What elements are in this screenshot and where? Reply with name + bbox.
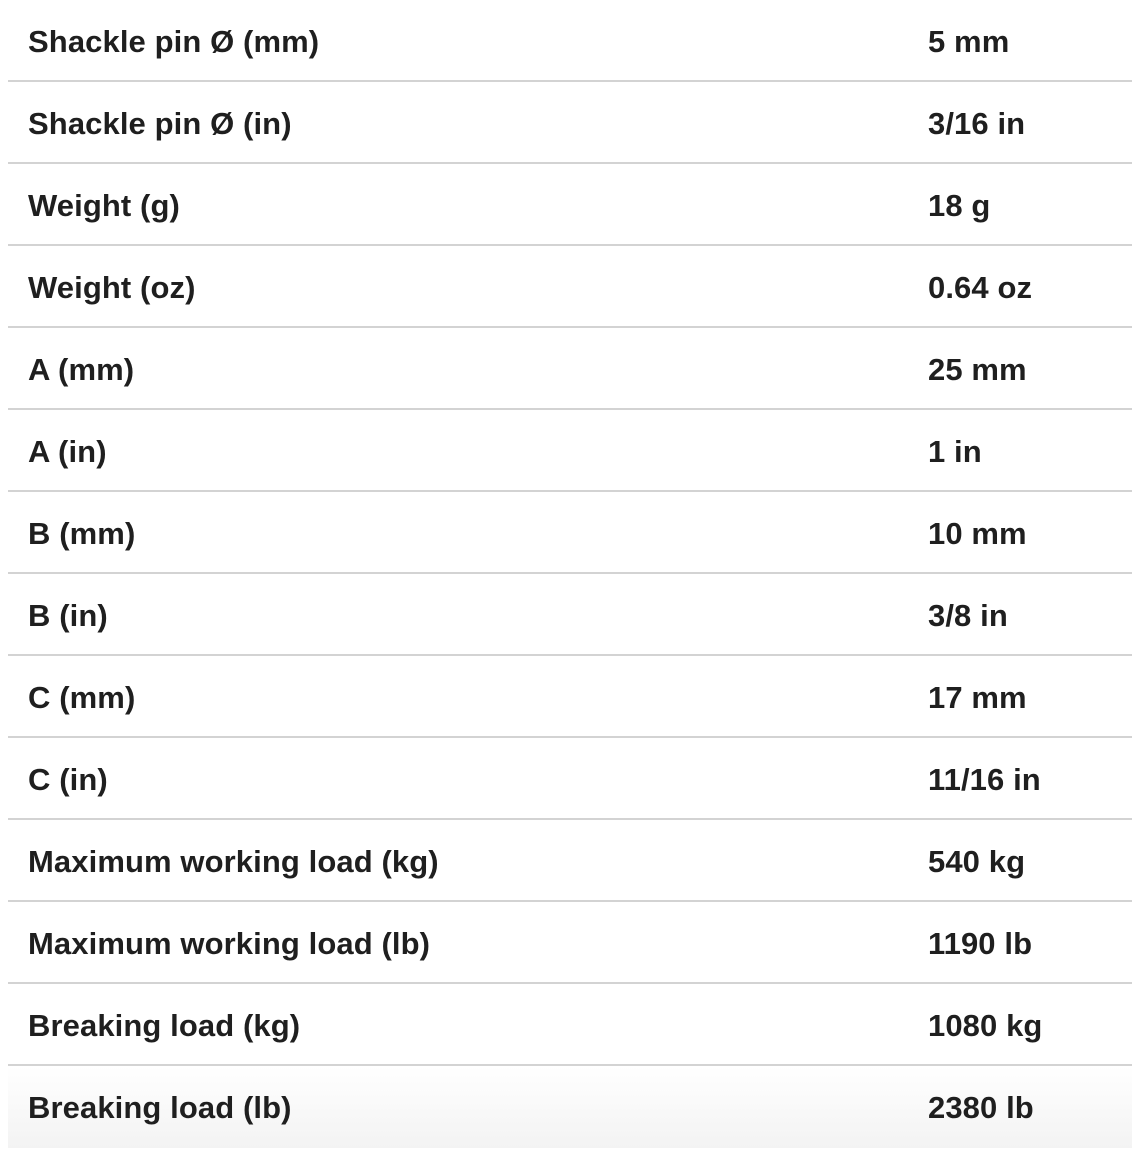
spec-label: Maximum working load (lb) (28, 926, 431, 961)
spec-value: 1 in (928, 434, 982, 469)
spec-value: 10 mm (928, 516, 1027, 551)
spec-row-a-in (8, 410, 1132, 492)
spec-label: Maximum working load (kg) (28, 844, 439, 879)
spec-value: 2380 lb (928, 1090, 1034, 1125)
spec-label: B (in) (28, 598, 108, 633)
spec-row-b-mm (8, 492, 1132, 574)
spec-value: 25 mm (928, 352, 1027, 387)
spec-row-a-mm (8, 328, 1132, 410)
spec-value: 1080 kg (928, 1008, 1043, 1043)
spec-value: 1190 lb (928, 926, 1033, 961)
spec-row-b-in (8, 574, 1132, 656)
spec-value: 540 kg (928, 844, 1026, 879)
spec-value: 3/8 in (928, 598, 1008, 633)
spec-label: Shackle pin Ø (mm) (28, 24, 320, 59)
spec-row-weight-oz (8, 246, 1132, 328)
spec-row-shackle-pin-mm (8, 0, 1132, 82)
spec-value: 17 mm (928, 680, 1027, 715)
spec-label: C (mm) (28, 680, 136, 715)
spec-label: Shackle pin Ø (in) (28, 106, 292, 141)
spec-row-weight-g (8, 164, 1132, 246)
spec-label: Breaking load (lb) (28, 1090, 292, 1125)
spec-row-c-mm (8, 656, 1132, 738)
spec-value: 0.64 oz (928, 270, 1033, 305)
spec-value: 3/16 in (928, 106, 1026, 141)
spec-row-c-in (8, 738, 1132, 820)
spec-row-max-working-load-kg (8, 820, 1132, 902)
spec-value: 11/16 in (928, 762, 1041, 797)
spec-label: Breaking load (kg) (28, 1008, 301, 1043)
spec-value: 18 g (928, 188, 991, 223)
spec-label: A (in) (28, 434, 107, 469)
spec-label: B (mm) (28, 516, 136, 551)
spec-row-breaking-load-kg (8, 984, 1132, 1066)
spec-row-max-working-load-lb (8, 902, 1132, 984)
spec-label: Weight (oz) (28, 270, 196, 305)
spec-table (8, 0, 1132, 1148)
spec-label: Weight (g) (28, 188, 180, 223)
spec-row-breaking-load-lb (8, 1066, 1132, 1148)
spec-row-shackle-pin-in (8, 82, 1132, 164)
spec-label: C (in) (28, 762, 108, 797)
spec-value: 5 mm (928, 24, 1010, 59)
spec-label: A (mm) (28, 352, 135, 387)
